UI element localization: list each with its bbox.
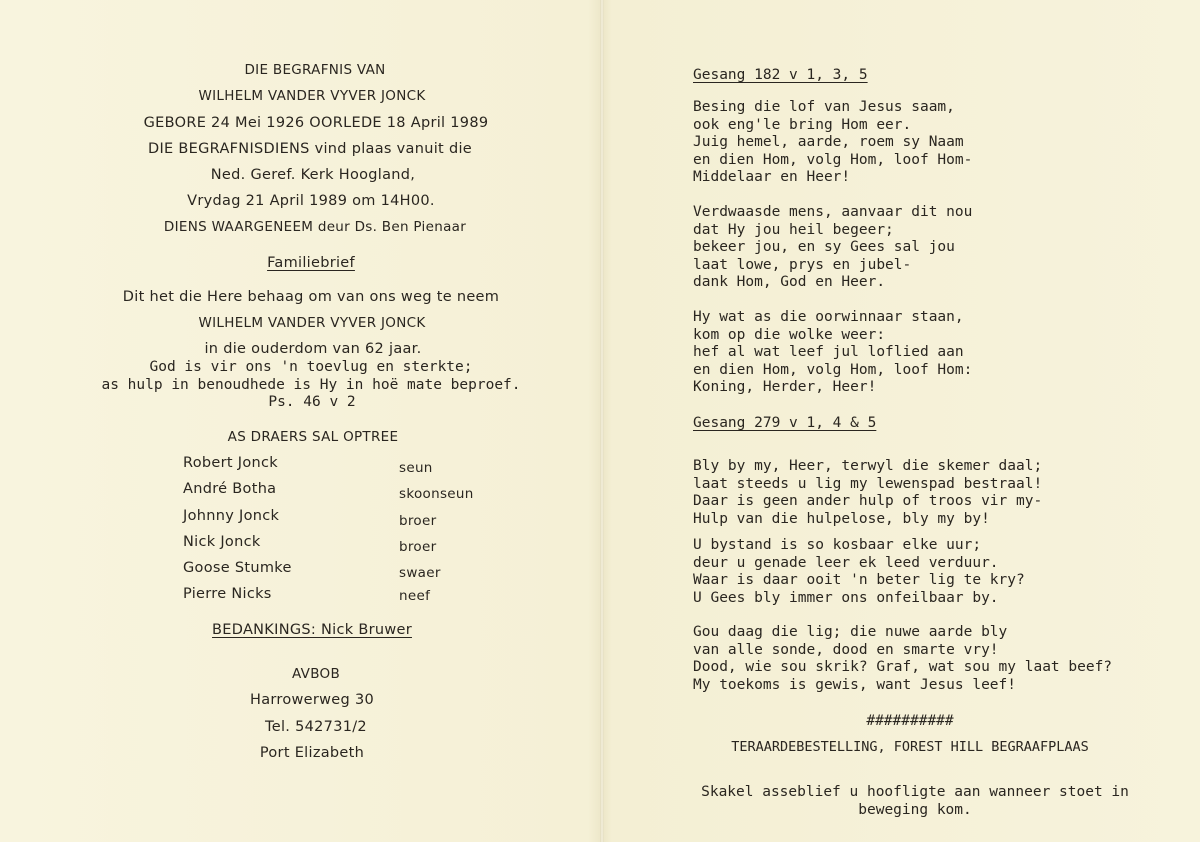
- header-line-1: DIE BEGRAFNIS VAN: [244, 62, 386, 78]
- draer-relation: skoonseun: [399, 486, 474, 502]
- hymn-2-verse-2: U bystand is so kosbaar elke uur; deur u genade leer ek leed verduur. Waar is daar ooit 'n beter lig te kry? U Gees bly immer ons onfeilbaar by.: [693, 537, 1025, 606]
- draer-name: Johnny Jonck: [183, 508, 280, 524]
- bedankings: BEDANKINGS: Nick Bruwer: [212, 622, 412, 638]
- header-line-6: Vrydag 21 April 1989 om 14H00.: [187, 193, 435, 209]
- draer-name: Robert Jonck: [183, 455, 278, 471]
- familiebrief-line-6: Ps. 46 v 2: [268, 394, 356, 410]
- header-line-2: WILHELM VANDER VYVER JONCK: [198, 88, 426, 104]
- header-line-4: DIE BEGRAFNISDIENS vind plaas vanuit die: [148, 141, 472, 157]
- hymn-1-verse-1: Besing die lof van Jesus saam, ook eng'le bring Hom eer. Juig hemel, aarde, roem sy Naam en dien Hom, volg Hom, loof Hom- Middelaar en Heer!: [693, 99, 973, 186]
- avbob-address: Harrowerweg 30: [250, 692, 374, 708]
- draers-title: AS DRAERS SAL OPTREE: [227, 429, 399, 445]
- hymn-1-verse-3: Hy wat as die oorwinnaar staan, kom op die wolke weer: hef al wat leef jul loflied aan en dien Hom, volg Hom, loof Hom: Koning, Herder, Heer!: [693, 309, 973, 396]
- draer-name: Nick Jonck: [183, 534, 261, 550]
- hymn-2-verse-3: Gou daag die lig; die nuwe aarde bly van alle sonde, dood en smarte vry! Dood, wie sou skrik? Graf, wat sou my laat beef? My toekoms is gewis, want Jesus leef!: [693, 624, 1113, 693]
- avbob-phone: Tel. 542731/2: [265, 719, 367, 735]
- hymn-1-title: Gesang 182 v 1, 3, 5: [693, 67, 868, 83]
- draer-relation: swaer: [399, 565, 441, 581]
- header-line-3: GEBORE 24 Mei 1926 OORLEDE 18 April 1989: [143, 115, 489, 131]
- header-line-5: Ned. Geref. Kerk Hoogland,: [210, 167, 416, 183]
- draer-name: Goose Stumke: [183, 560, 292, 576]
- draer-relation: neef: [399, 588, 431, 604]
- header-line-7: DIENS WAARGENEEM deur Ds. Ben Pienaar: [163, 219, 467, 235]
- avbob-name: AVBOB: [291, 666, 341, 682]
- familiebrief-line-2: WILHELM VANDER VYVER JONCK: [198, 315, 426, 331]
- hymn-2-verse-1: Bly by my, Heer, terwyl die skemer daal; laat steeds u lig my lewenspad bestraal! Daar is geen ander hulp of troos vir my- Hulp van die hulpelose, bly my by!: [693, 458, 1043, 527]
- page-fold: [600, 0, 604, 842]
- hymn-1-verse-2: Verdwaasde mens, aanvaar dit nou dat Hy jou heil begeer; bekeer jou, en sy Gees sal jou laat lowe, prys en jubel- dank Hom, God en Heer.: [693, 204, 973, 291]
- familiebrief-line-1: Dit het die Here behaag om van ons weg te neem: [122, 289, 500, 305]
- separator: ##########: [866, 713, 954, 729]
- headlights-notice: Skakel asseblief u hoofligte aan wanneer stoet in beweging kom.: [701, 784, 1129, 818]
- familiebrief-line-4: God is vir ons 'n toevlug en sterkte;: [149, 359, 473, 375]
- familiebrief-line-5: as hulp in benoudhede is Hy in hoë mate beproef.: [101, 377, 521, 393]
- familiebrief-title: Familiebrief: [267, 255, 355, 271]
- draer-relation: broer: [399, 513, 437, 529]
- hymn-2-title: Gesang 279 v 1, 4 & 5: [693, 415, 877, 431]
- familiebrief-line-3: in die ouderdom van 62 jaar.: [204, 341, 422, 357]
- draer-name: André Botha: [183, 481, 277, 497]
- draer-name: Pierre Nicks: [183, 586, 272, 602]
- teraardebestelling: TERAARDEBESTELLING, FOREST HILL BEGRAAFPLAAS: [731, 739, 1089, 755]
- avbob-city: Port Elizabeth: [259, 745, 365, 761]
- draer-relation: broer: [399, 539, 437, 555]
- draer-relation: seun: [399, 460, 433, 476]
